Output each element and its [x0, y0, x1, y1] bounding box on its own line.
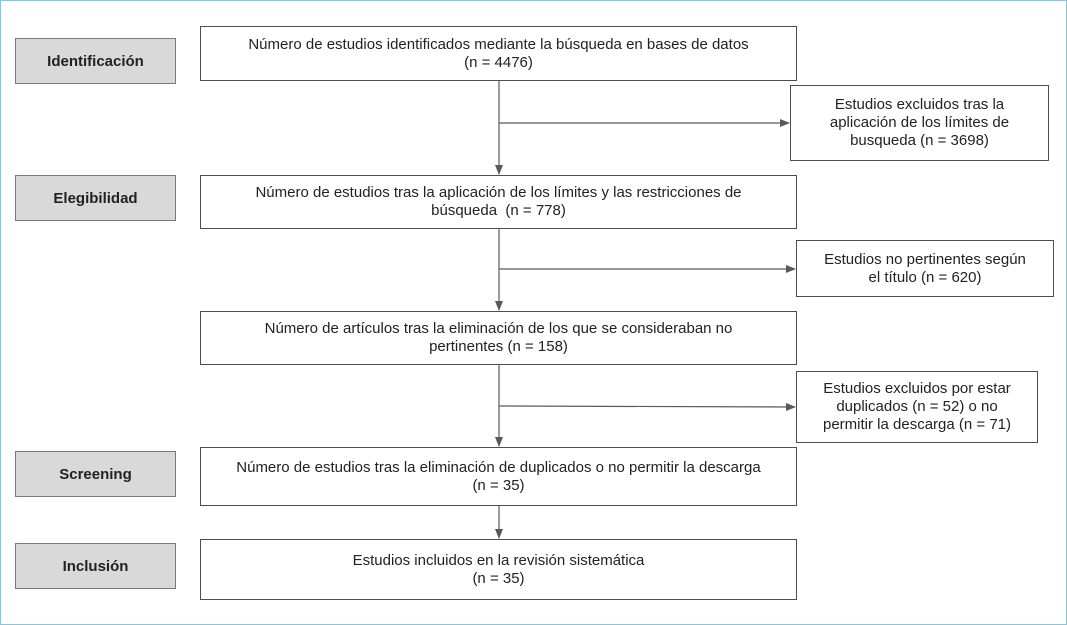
box-not-relevant-title-line2: el título (n = 620): [868, 268, 982, 286]
box-after-relevance-line1: Número de artículos tras la eliminación de los que se consideraban no: [264, 320, 733, 337]
box-identified-line1: Número de estudios identificados mediante la búsqueda en bases de datos: [248, 35, 749, 53]
stage-identification: Identificación: [15, 38, 176, 84]
box-after-relevance-line2: pertinentes (n = 158): [429, 338, 568, 355]
stage-screening: Screening: [15, 451, 176, 497]
box-not-relevant-title-line1: Estudios no pertinentes según: [824, 250, 1026, 268]
box-excluded-limits-line2: aplicación de los límites de: [829, 114, 1010, 131]
box-excluded-duplicates-line1: Estudios excluidos por estar: [823, 380, 1011, 397]
stage-eligibility: Elegibilidad: [15, 175, 176, 221]
box-excluded-limits-line1: Estudios excluidos tras la: [834, 96, 1005, 113]
box-excluded-limits-line3: busqueda (n = 3698): [850, 132, 989, 149]
box-included-line1: Estudios incluidos en la revisión sistemática: [352, 551, 645, 569]
box-identified-line2: (n = 4476): [464, 53, 533, 71]
box-after-duplicates-line1: Número de estudios tras la eliminación de duplicados o no permitir la descarga: [236, 458, 761, 476]
box-excluded-duplicates-line2: duplicados (n = 52) o no: [836, 398, 998, 415]
arrow-to-excluded-duplicates: [499, 406, 795, 407]
box-included-line2: (n = 35): [472, 569, 525, 587]
box-after-limits-line1: Número de estudios tras la aplicación de los límites y las restricciones de: [255, 184, 742, 201]
box-after-duplicates-line2: (n = 35): [472, 476, 525, 494]
connectors: [1, 1, 1066, 624]
stage-inclusion: Inclusión: [15, 543, 176, 589]
box-after-limits-line2: búsqueda (n = 778): [431, 202, 566, 219]
box-excluded-duplicates-line3: permitir la descarga (n = 71): [823, 416, 1011, 433]
